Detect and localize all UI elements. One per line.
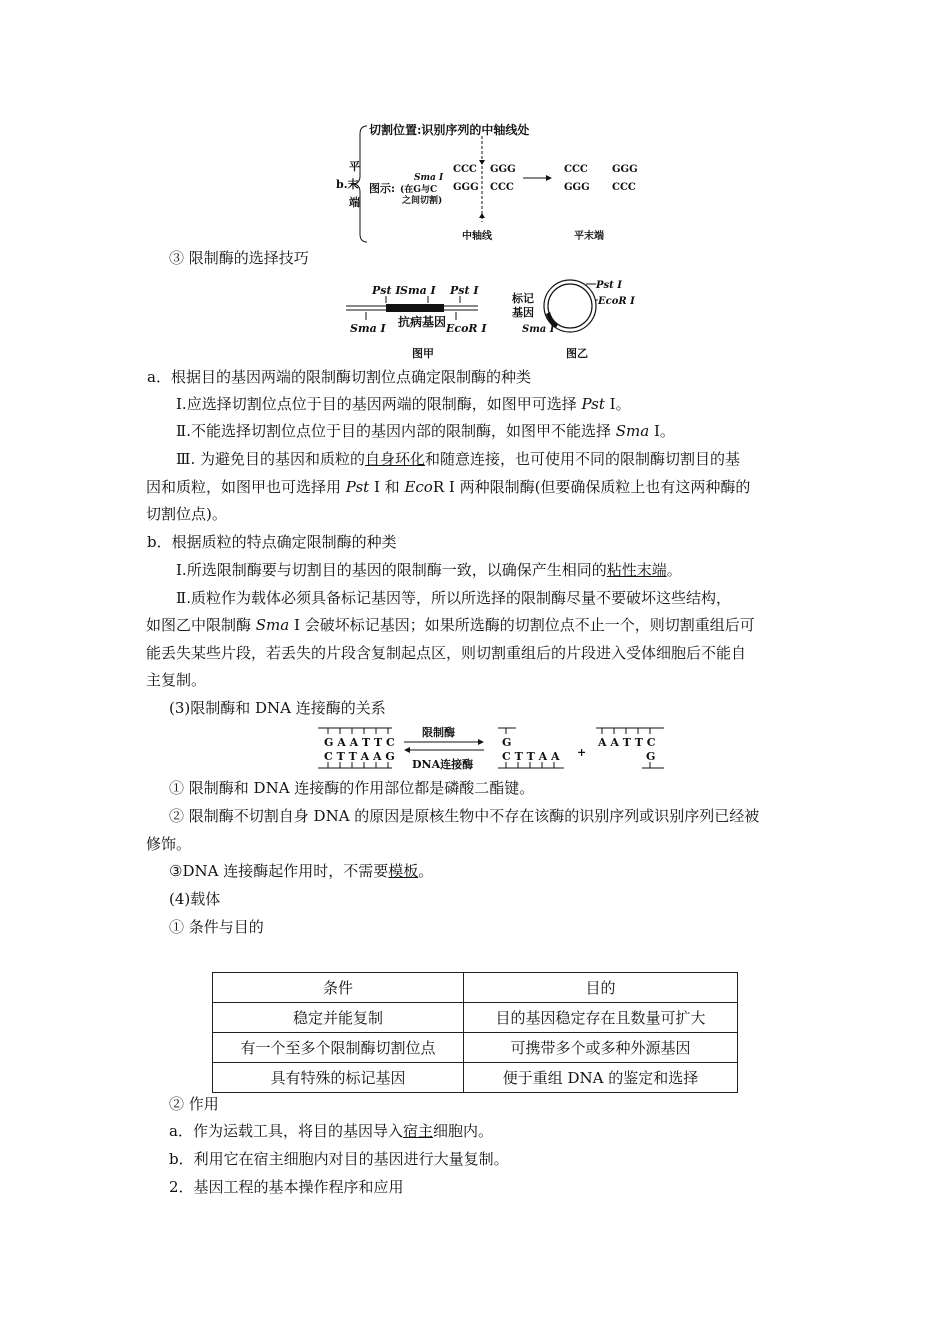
seq-ccc-bottom: CCC xyxy=(490,182,514,193)
selection-b-2-end: 主复制。 xyxy=(146,671,207,689)
seq-top: G A A T T C xyxy=(324,736,395,749)
table-cell: 目的基因稳定存在且数量可扩大 xyxy=(464,1003,738,1033)
carrier-a: a．作为运载工具，将目的基因导入宿主细胞内。 xyxy=(169,1122,493,1140)
frag-g2: G xyxy=(646,750,656,763)
table-row xyxy=(213,1003,738,1033)
plasmid-pst-label: Pst Ⅰ xyxy=(596,280,622,291)
table-header-row xyxy=(213,973,738,1003)
seq-ggg-bottom: GGG xyxy=(453,182,479,193)
gene-segment xyxy=(386,304,444,312)
section-2-heading: 2．基因工程的基本操作程序和应用 xyxy=(169,1178,404,1196)
ligase-figure xyxy=(312,720,674,774)
axis-label: 中轴线 xyxy=(462,231,492,242)
relation-2: ② 限制酶不切割自身 DNA 的原因是原核生物中不存在该酶的识别序列或识别序列已经被 xyxy=(169,807,760,825)
result-arrowhead xyxy=(546,175,552,181)
forward-arrowhead xyxy=(478,739,484,745)
cut-position-text: 切割位置:识别序列的中轴线处 xyxy=(369,123,530,137)
blunt-end-figure xyxy=(330,118,650,246)
blunt-end-label: 平末端 xyxy=(574,231,604,242)
selection-a: a．根据目的基因两端的限制酶切割位点确定限制酶的种类 xyxy=(147,368,531,386)
plus-sign: + xyxy=(577,746,587,759)
marker-label-1: 标记 xyxy=(512,292,534,305)
table-cell: 具有特殊的标记基因 xyxy=(213,1063,464,1093)
frag-cttaa: C T T A A xyxy=(502,750,560,763)
carrier-b: b．利用它在宿主细胞内对目的基因进行大量复制。 xyxy=(169,1150,509,1168)
selection-b-2: Ⅱ.质粒作为载体必须具备标记基因等，所以所选择的限制酶尽量不要破坏这些结构， xyxy=(176,589,731,607)
sma-label-bottom: Sma Ⅰ xyxy=(350,322,386,335)
table-header: 目的 xyxy=(464,973,738,1003)
caption-a: 图甲 xyxy=(412,347,434,360)
frag-g: G xyxy=(502,736,512,749)
marker-label-2: 基因 xyxy=(512,306,534,319)
seq-ccc-top: CCC xyxy=(453,164,477,175)
frag-aattc: A A T T C xyxy=(598,736,656,749)
selection-b-2-cont2: 能丢失某些片段，若丢失的片段含复制起点区，则切割重组后的片段进入受体细胞后不能自 xyxy=(146,644,747,662)
pst-label-left: Pst Ⅰ xyxy=(372,284,401,297)
plasmid-eco-label: EcoR Ⅰ xyxy=(598,296,635,307)
relation-2-end: 修饰。 xyxy=(146,835,192,853)
selection-a-2: Ⅱ.不能选择切割位点位于目的基因内部的限制酶，如图甲不能选择 Sma Ⅰ。 xyxy=(176,422,675,440)
axis-arrow-bottom xyxy=(479,213,485,218)
selection-a-3-cont: 因和质粒，如图甲也可选择用 Pst Ⅰ 和 EcoR Ⅰ 两种限制酶(但要确保质粒上也有这两种酶的 xyxy=(146,478,751,496)
axis-arrow-top xyxy=(479,160,485,165)
table-row xyxy=(213,1063,738,1093)
enzyme-label: 限制酶 xyxy=(422,726,455,739)
table-header: 条件 xyxy=(213,973,464,1003)
caption-b: 图乙 xyxy=(566,347,588,360)
ligase-label: DNA连接酶 xyxy=(412,758,474,771)
plasmid-sma-label: Sma Ⅰ xyxy=(522,324,555,335)
conditions-table xyxy=(212,972,738,1093)
section-3-title: (3)限制酶和 DNA 连接酶的关系 xyxy=(169,699,386,717)
selection-figure xyxy=(342,272,672,364)
table-cell: 便于重组 DNA 的鉴定和选择 xyxy=(464,1063,738,1093)
result-ccc-top: CCC xyxy=(564,164,588,175)
relation-3: ③DNA 连接酶起作用时，不需要模板。 xyxy=(169,862,434,880)
sma-label: Sma Ⅰ xyxy=(414,173,444,183)
result-ggg-bottom: GGG xyxy=(564,182,590,193)
section-4-1: ① 条件与目的 xyxy=(169,918,264,936)
section-4-title: (4)载体 xyxy=(169,890,221,908)
sma-note-2: 之间切割) xyxy=(402,196,443,206)
table-cell: 稳定并能复制 xyxy=(213,1003,464,1033)
selection-b: b．根据质粒的特点确定限制酶的种类 xyxy=(147,533,397,551)
flat-char: 平 xyxy=(349,160,360,173)
selection-a-1: Ⅰ.应选择切割位点位于目的基因两端的限制酶，如图甲可选择 Pst Ⅰ。 xyxy=(176,395,631,413)
end-char: 端 xyxy=(349,196,360,209)
table-cell: 有一个至多个限制酶切割位点 xyxy=(213,1033,464,1063)
relation-1: ① 限制酶和 DNA 连接酶的作用部位都是磷酸二酯键。 xyxy=(169,779,535,797)
section-selection-heading: ③ 限制酶的选择技巧 xyxy=(169,249,309,267)
section-4-2: ② 作用 xyxy=(169,1095,219,1113)
table-row xyxy=(213,1033,738,1063)
sma-label-top: Sma Ⅰ xyxy=(400,284,436,297)
sma-note-1: (在G与C xyxy=(400,185,438,195)
selection-b-1: Ⅰ.所选限制酶要与切割目的基因的限制酶一致，以确保产生相同的粘性末端。 xyxy=(176,561,682,579)
selection-a-3-end: 切割位点)。 xyxy=(146,505,227,523)
selection-a-3: Ⅲ. 为避免目的基因和质粒的自身环化和随意连接，也可使用不同的限制酶切割目的基 xyxy=(176,450,741,468)
eco-label: EcoR Ⅰ xyxy=(446,322,487,335)
b-label: b.末 xyxy=(336,178,359,191)
pst-label-right: Pst Ⅰ xyxy=(450,284,479,297)
back-arrowhead xyxy=(404,747,410,753)
result-ccc-bottom: CCC xyxy=(612,182,636,193)
table-cell: 可携带多个或多种外源基因 xyxy=(464,1033,738,1063)
result-ggg-top: GGG xyxy=(612,164,638,175)
seq-ggg-top: GGG xyxy=(490,164,516,175)
selection-b-2-cont: 如图乙中限制酶 Sma Ⅰ 会破坏标记基因；如果所选酶的切割位点不止一个，则切割重组后可 xyxy=(146,616,755,634)
gene-label: 抗病基因 xyxy=(398,315,447,329)
seq-bottom: C T T A A G xyxy=(324,750,395,763)
illustration-label: 图示: xyxy=(369,182,396,195)
